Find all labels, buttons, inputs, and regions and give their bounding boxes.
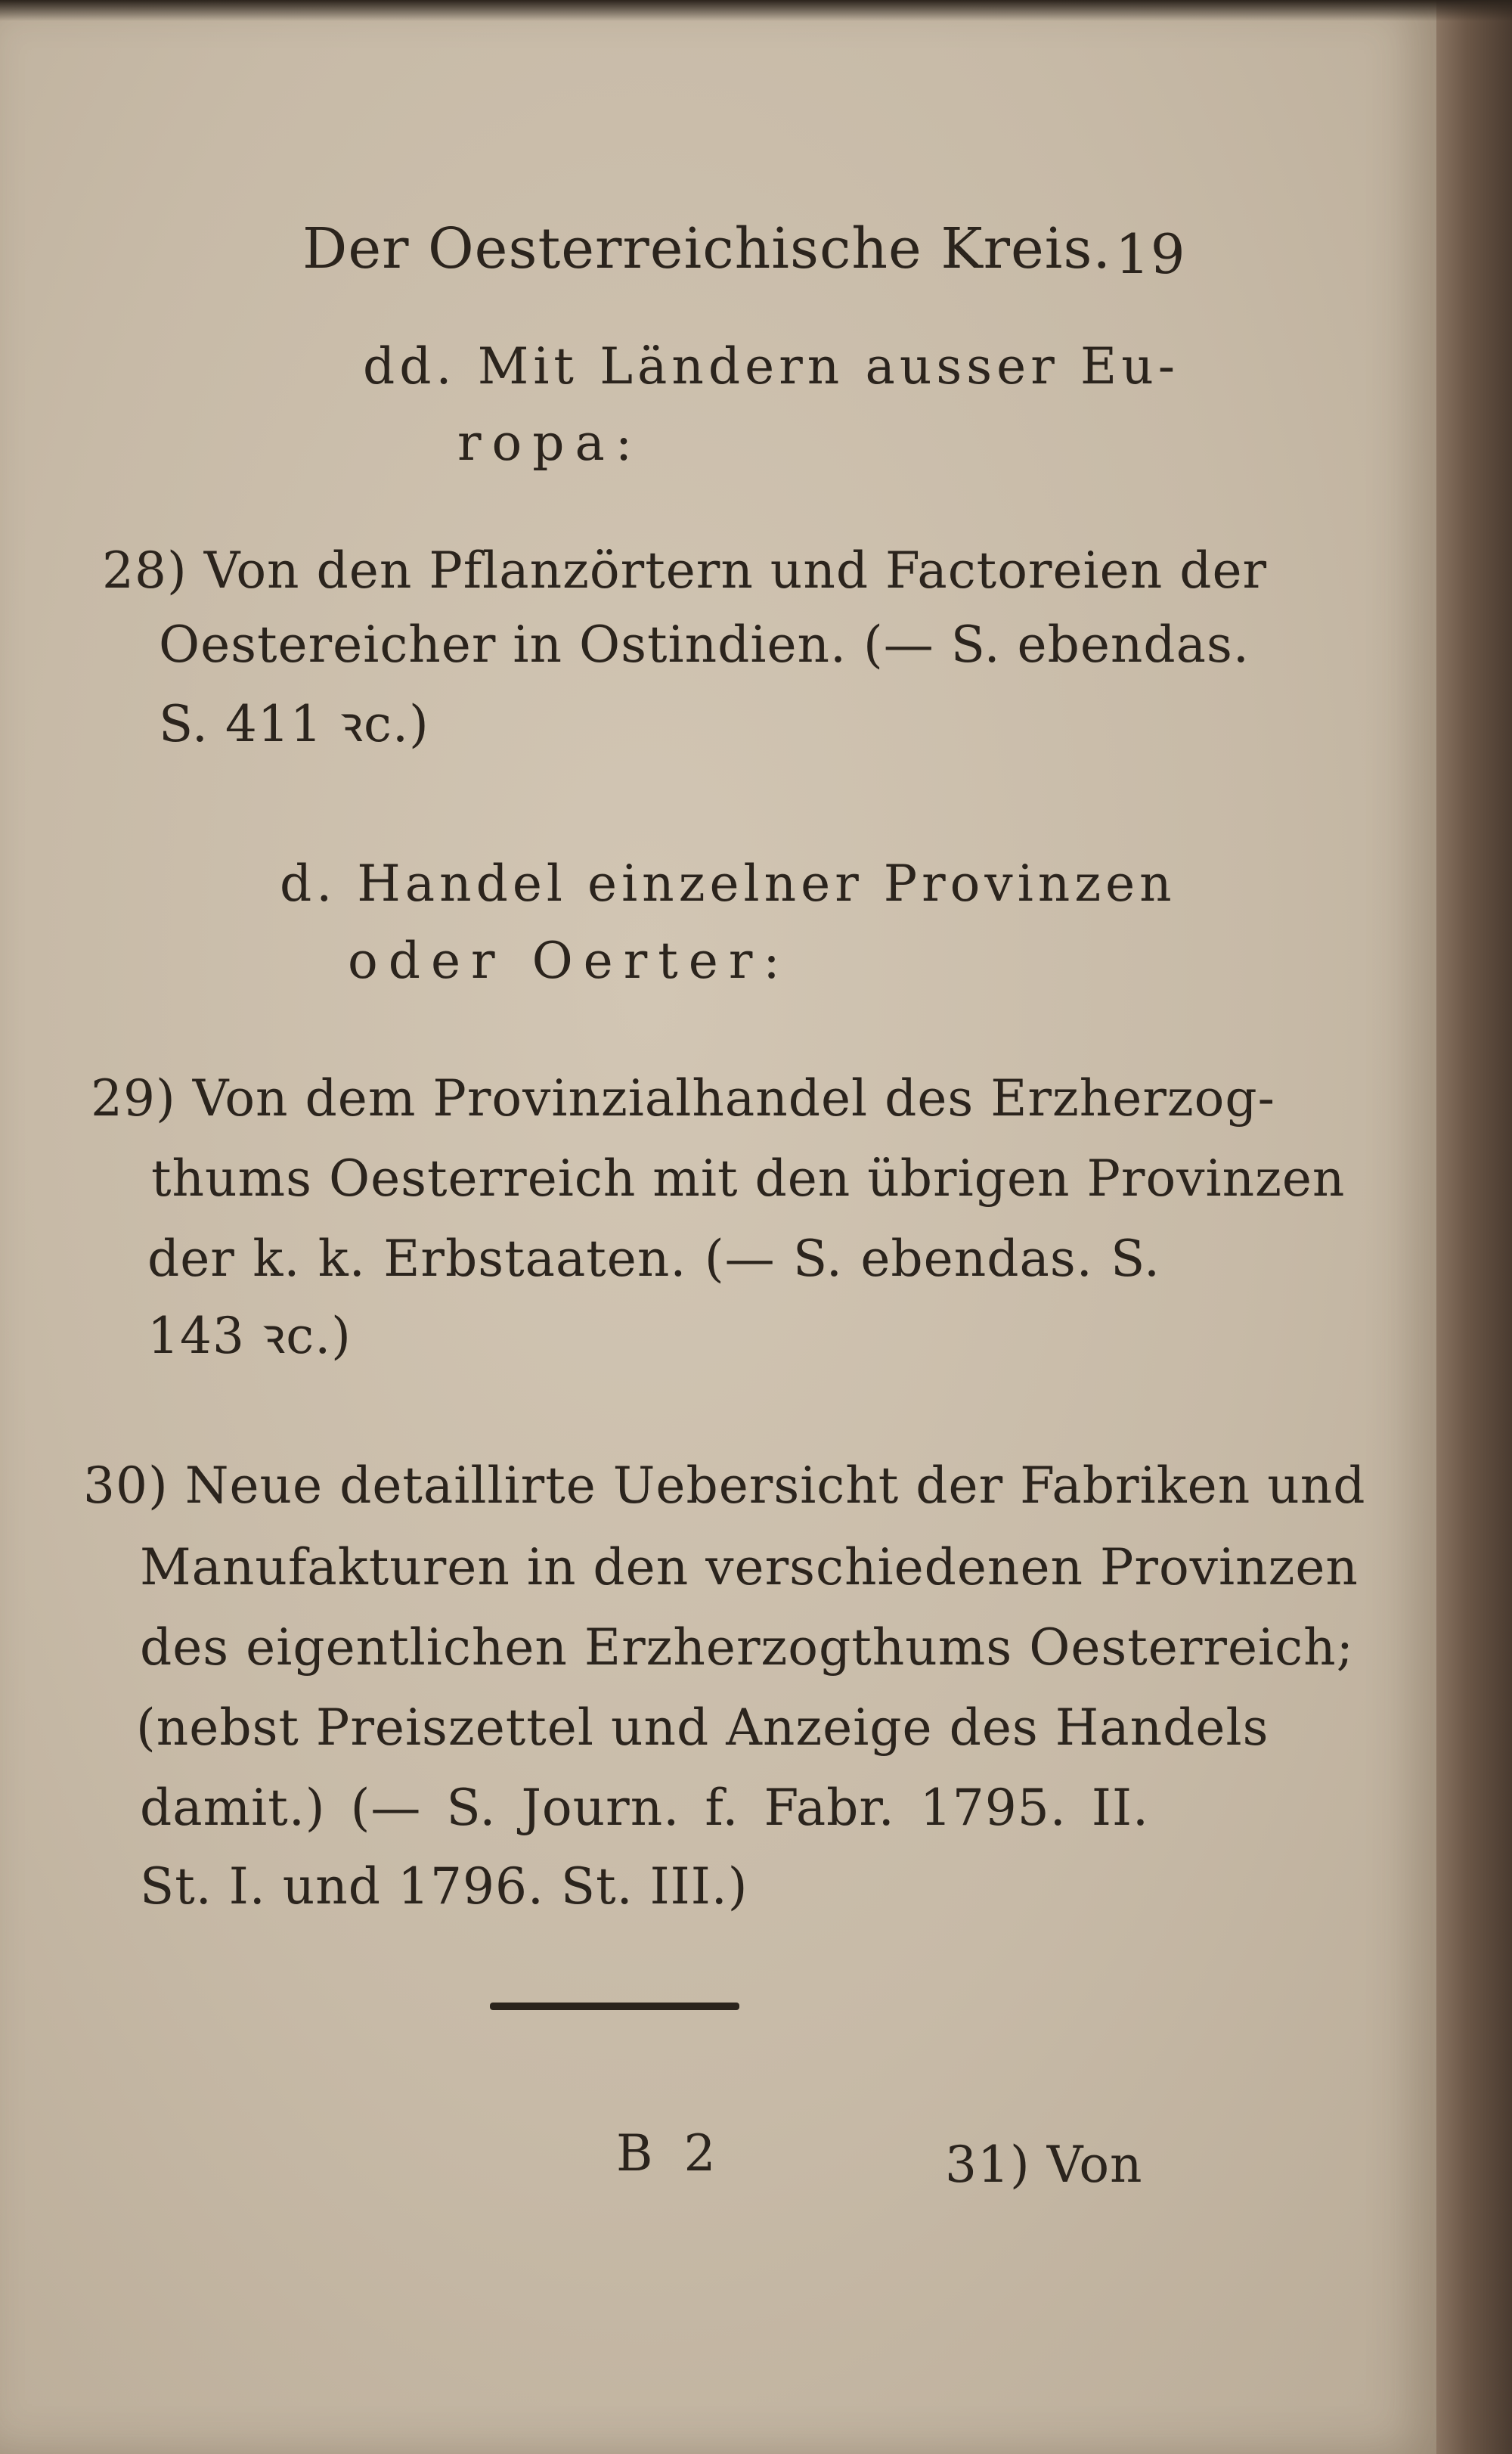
section-divider-rule [490,2003,739,2010]
entry-30-line5: damit.) (— S. Journ. f. Fabr. 1795. II. [140,1779,1149,1837]
entry-29-line1: 29) Von dem Provinzialhandel des Erzherzog- [91,1069,1275,1128]
section-heading-d-line2: oder Oerter: [348,932,791,990]
running-header: Der Oesterreichische Kreis. [302,216,1111,281]
entry-30-line2: Manufakturen in den verschiedenen Provinzen [140,1538,1359,1596]
section-heading-d-line1: d. Handel einzelner Provinzen [280,855,1176,913]
book-spine-edge [1436,0,1512,2454]
catchword: 31) Von [945,2136,1143,2194]
page-number: 19 [1115,222,1186,286]
entry-30-line3: des eigentlichen Erzherzogthums Oesterreich; [140,1618,1354,1677]
entry-28-line1: 28) Von den Pflanzörtern und Factoreien der [102,541,1268,600]
entry-28-line2: Oestereicher in Ostindien. (— S. ebendas. [159,616,1250,674]
page-top-shadow [0,0,1512,21]
entry-30-line4: (nebst Preiszettel und Anzeige des Handels [136,1699,1269,1757]
entry-29-line2: thums Oesterreich mit den übrigen Provinzen [151,1149,1346,1208]
entry-29-line4: 143 ꝛc.) [147,1307,352,1365]
entry-30-line1: 30) Neue detaillirte Uebersicht der Fabriken und [83,1457,1366,1515]
section-heading-dd-line1: dd. Mit Ländern ausser Eu- [363,337,1179,396]
entry-29-line3: der k. k. Erbstaaten. (— S. ebendas. S. [147,1230,1160,1288]
section-heading-dd-line2: ropa: [457,414,643,472]
entry-30-line6: St. I. und 1796. St. III.) [140,1857,748,1916]
entry-28-line3: S. 411 ꝛc.) [159,695,429,753]
signature-mark: B 2 [616,2124,723,2183]
